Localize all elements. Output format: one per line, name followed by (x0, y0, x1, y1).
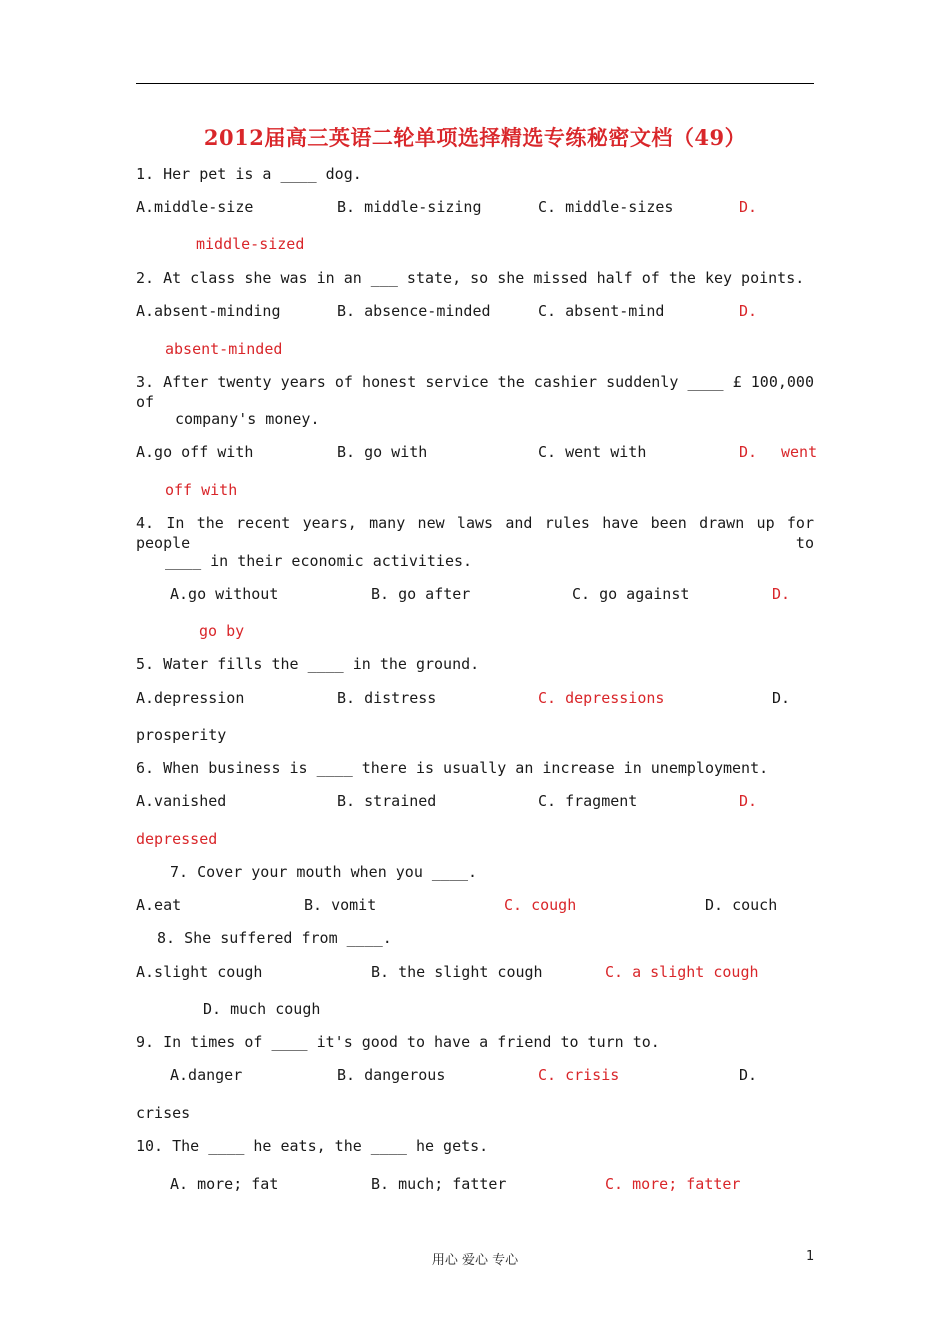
question-10-stem: 10. The ____ he eats, the ____ he gets. (136, 1137, 489, 1155)
q5-option-d-letter: D. (772, 689, 791, 707)
q10-option-b: B. much; fatter (371, 1175, 507, 1193)
question-8-stem: 8. She suffered from ____. (157, 929, 392, 947)
q6-option-a: A.vanished (136, 792, 227, 810)
q5-option-a: A.depression (136, 689, 245, 707)
q1-option-b: B. middle-sizing (337, 198, 482, 216)
footer-motto: 用心 爱心 专心 (431, 1253, 519, 1268)
q9-option-c: C. crisis (538, 1066, 620, 1084)
q8-option-d: D. much cough (203, 1000, 321, 1018)
q6-option-d-text: depressed (136, 830, 218, 848)
question-1-stem: 1. Her pet is a ____ dog. (136, 165, 362, 183)
q5-option-b: B. distress (337, 689, 437, 707)
document-title: 2012届高三英语二轮单项选择精选专练秘密文档（49） (203, 125, 747, 150)
question-2-stem: 2. At class she was in an ___ state, so she missed half of the key points. (136, 269, 805, 287)
q6-option-c: C. fragment (538, 792, 638, 810)
q9-option-d-text: crises (136, 1104, 191, 1122)
question-7-stem: 7. Cover your mouth when you ____. (170, 863, 478, 881)
q9-option-d-letter: D. (739, 1066, 758, 1084)
q1-option-d-letter: D. (739, 198, 758, 216)
q8-option-b: B. the slight cough (371, 963, 543, 981)
q7-option-b: B. vomit (304, 896, 377, 914)
q2-option-c: C. absent-mind (538, 302, 665, 320)
question-4-stem-line2: ____ in their economic activities. (165, 552, 473, 570)
q3-option-b: B. go with (337, 443, 428, 461)
q5-option-d-text: prosperity (136, 726, 227, 744)
q3-option-a: A.go off with (136, 443, 254, 461)
q3-option-d-word2: off with (165, 481, 238, 499)
q9-option-a: A.danger (170, 1066, 243, 1084)
q2-option-d-text: absent-minded (165, 340, 283, 358)
q4-option-a: A.go without (170, 585, 279, 603)
q4-option-d-letter: D. (772, 585, 791, 603)
q4-option-c: C. go against (572, 585, 690, 603)
question-9-stem: 9. In times of ____ it's good to have a friend to turn to. (136, 1033, 660, 1051)
q7-option-d: D. couch (705, 896, 778, 914)
question-4-stem-line1: 4. In the recent years, many new laws and rules have been drawn up for people to (136, 514, 814, 552)
q2-option-a: A.absent-minding (136, 302, 281, 320)
q6-option-d-letter: D. (739, 792, 758, 810)
question-3-stem-line2: company's money. (175, 410, 320, 428)
q5-option-c: C. depressions (538, 689, 665, 707)
q4-option-b: B. go after (371, 585, 471, 603)
q8-option-a: A.slight cough (136, 963, 263, 981)
q2-option-b: B. absence-minded (337, 302, 491, 320)
q10-option-a: A. more; fat (170, 1175, 279, 1193)
q1-option-d-text: middle-sized (196, 235, 305, 253)
q10-option-c: C. more; fatter (605, 1175, 741, 1193)
q1-option-a: A.middle-size (136, 198, 254, 216)
page-number: 1 (806, 1249, 815, 1264)
question-3-stem-line1: 3. After twenty years of honest service the cashier suddenly ____ £ 100,000 of (136, 373, 814, 411)
q8-option-c: C. a slight cough (605, 963, 759, 981)
q2-option-d-letter: D. (739, 302, 758, 320)
q9-option-b: B. dangerous (337, 1066, 446, 1084)
q7-option-c: C. cough (504, 896, 577, 914)
header-rule (136, 83, 814, 84)
question-6-stem: 6. When business is ____ there is usually an increase in unemployment. (136, 759, 769, 777)
q3-option-d-letter: D. (739, 443, 758, 461)
q3-option-c: C. went with (538, 443, 647, 461)
question-5-stem: 5. Water fills the ____ in the ground. (136, 655, 480, 673)
q6-option-b: B. strained (337, 792, 437, 810)
q7-option-a: A.eat (136, 896, 182, 914)
q3-option-d-word1: went (781, 443, 818, 461)
q1-option-c: C. middle-sizes (538, 198, 674, 216)
q4-option-d-text: go by (199, 622, 245, 640)
